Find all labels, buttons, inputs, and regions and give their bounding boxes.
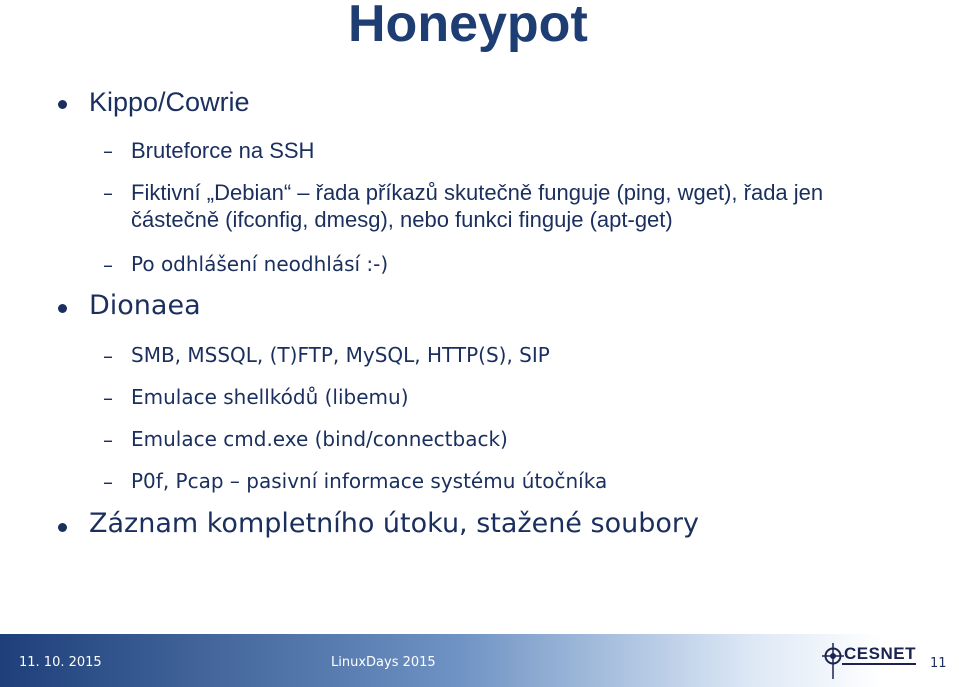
bullet-dot [58,523,67,532]
dash-icon: – [103,428,113,452]
subitem-bruteforce: Bruteforce na SSH [131,138,315,163]
footer-bar [0,634,959,687]
subitem-fiktivni-debian-cont: částečně (ifconfig, dmesg), nebo funkci finguje (apt-get) [131,207,673,232]
dash-icon: – [103,470,113,494]
page-number: 11 [930,656,947,671]
subitem-p0f-pcap: P0f, Pcap – pasivní informace systému útočníka [131,469,608,493]
subitem-shellcode: Emulace shellkódů (libemu) [131,385,409,409]
subitem-cmd-exe: Emulace cmd.exe (bind/connectback) [131,427,508,451]
bullet-dot [58,304,67,313]
dash-icon: – [103,386,113,410]
dash-icon: – [103,253,113,277]
bullet-dionaea: Dionaea [89,290,201,321]
dash-icon: – [103,139,113,163]
bullet-zaznam: Záznam kompletního útoku, stažené soubory [89,508,699,539]
bullet-dot [58,100,67,109]
dash-icon: – [103,344,113,368]
slide-title: Honeypot [348,0,588,53]
footer-event: LinuxDays 2015 [331,655,436,670]
subitem-odhlaseni: Po odhlášení neodhlásí :-) [131,252,389,276]
dash-icon: – [103,181,113,205]
subitem-fiktivni-debian: Fiktivní „Debian“ – řada příkazů skutečně funguje (ping, wget), řada jen [131,180,824,205]
footer-date: 11. 10. 2015 [19,655,102,670]
cesnet-logo-text: CESNET [844,644,916,663]
subitem-protocols: SMB, MSSQL, (T)FTP, MySQL, HTTP(S), SIP [131,343,550,367]
bullet-kippo-cowrie: Kippo/Cowrie [89,87,250,117]
